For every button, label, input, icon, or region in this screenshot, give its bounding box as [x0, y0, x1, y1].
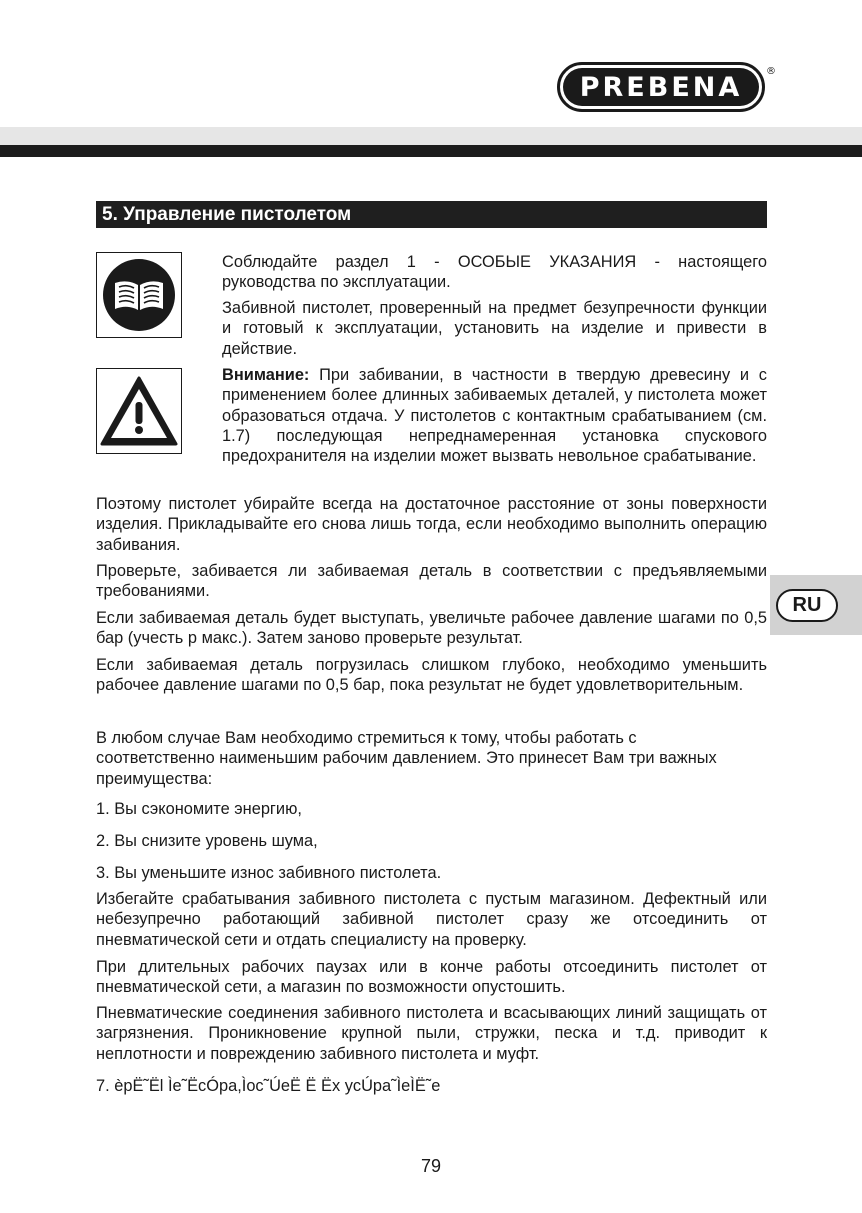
warning-text: При забивании, в частности в твердую древесину и с применением более длинных забиваемых деталей, у пистолета может образоваться отдача. У пистолетов с контактным срабатыванием (см. 1.7) последующая непреднамеренная установка спускового предохранителя на изделии может вызвать невольное срабатывание.: [222, 366, 767, 466]
page-number: 79: [420, 1156, 442, 1176]
paragraph-warning: [222, 365, 767, 466]
section-heading-garbled: 7. èpË˜Ël Ìe˜ËcÓpa,Ìoc˜ÚeË Ë Ëx ycÚpa˜ÌeÌË˜e: [96, 1077, 441, 1095]
paragraph-work-pauses: При длительных рабочих паузах или в конче работы отсоединить пистолет от пневматической сети, а магазин по возможности опустошить.: [96, 958, 767, 997]
registered-mark: ®: [766, 66, 776, 77]
header-band-light: [0, 127, 862, 145]
header-band-dark: [0, 145, 862, 157]
brand-name: PREBENA: [563, 68, 759, 106]
paragraph-install-gun: Забивной пистолет, проверенный на предмет безупречности функции и готовый к эксплуатации, установить на изделие и привести в действие.: [222, 299, 767, 358]
list-item-wear: 3. Вы уменьшите износ забивного пистолета.: [96, 864, 442, 882]
brand-logo: [557, 62, 765, 112]
section-title: 5. Управление пистолетом: [96, 201, 767, 228]
list-item-noise: 2. Вы снизите уровень шума,: [96, 832, 318, 850]
paragraph-special-instructions: Соблюдайте раздел 1 - ОСОБЫЕ УКАЗАНИЯ - настоящего руководства по эксплуатации.: [222, 253, 767, 292]
paragraph-empty-magazine: Избегайте срабатывания забивного пистолета с пустым магазином. Дефектный или небезупречно работающий забивной пистолет сразу же отсоединить от пневматической сети и отдать специалисту на проверку.: [96, 890, 767, 949]
warning-triangle-icon: [96, 368, 182, 454]
language-label: RU: [776, 589, 838, 622]
paragraph-decrease-pressure: Если забиваемая деталь погрузилась слишком глубоко, необходимо уменьшить рабочее давление шагами по 0,5 бар, пока результат не будет удовлетворительным.: [96, 656, 767, 695]
warning-label: Внимание:: [222, 366, 310, 384]
paragraph-lowest-pressure: В любом случае Вам необходимо стремиться к тому, чтобы работать с соответственно наименьшим рабочим давлением. Это принесет Вам три важных преимущества:: [96, 729, 717, 788]
list-item-energy: 1. Вы сэкономите энергию,: [96, 800, 302, 818]
paragraph-increase-pressure: Если забиваемая деталь будет выступать, увеличьте рабочее давление шагами по 0,5 бар (учесть р макс.). Затем заново проверьте результат.: [96, 609, 767, 648]
manual-book-icon: [96, 252, 182, 338]
paragraph-pneumatic-connections: Пневматические соединения забивного пистолета и всасывающих линий защищать от загрязнения. Проникновение крупной пыли, стружки, песка и т.д. приводит к неплотности и повреждению забивного пистолета и муфт.: [96, 1004, 767, 1063]
paragraph-check-fastener: Проверьте, забивается ли забиваемая деталь в соответствии с предъявляемыми требованиями.: [96, 562, 767, 601]
paragraph-keep-distance: Поэтому пистолет убирайте всегда на достаточное расстояние от зоны поверхности изделия. Прикладывайте его снова лишь тогда, если необходимо выполнить операцию забивания.: [96, 495, 767, 554]
